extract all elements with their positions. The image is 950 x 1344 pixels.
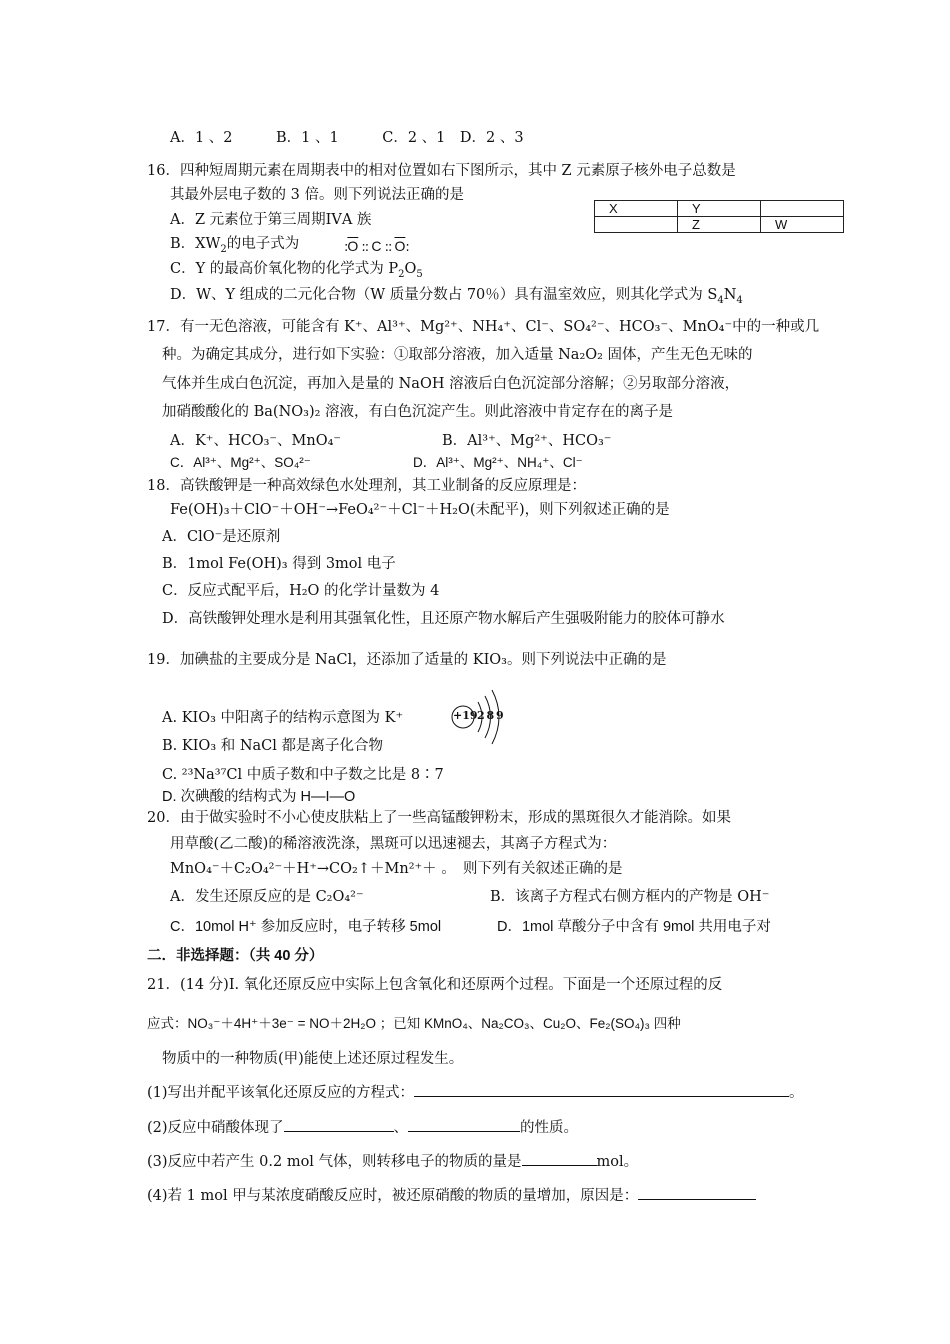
q17-line-4: 加硝酸酸化的 Ba(NO₃)₂ 溶液，有白色沉淀产生。则此溶液中肯定存在的离子是 <box>162 404 674 420</box>
q17-option-b: B．Al³⁺、Mg²⁺、HCO₃⁻ <box>442 433 612 449</box>
q16-option-c-prefix: C．Y 的最高价氧化物的化学式为 P <box>170 261 399 277</box>
q19-option-c: C. ²³Na³⁷Cl 中质子数和中子数之比是 8∶7 <box>162 767 444 783</box>
electron-formula-o2: $\overline{O}$ <box>394 238 406 254</box>
electron-formula: $:\overline{O}$ :: C :: $\overline{O}$: <box>344 238 409 255</box>
q18-option-d: D．高铁酸钾处理水是利用其强氧化性，且还原产物水解后产生强吸附能力的胶体可静水 <box>162 611 725 627</box>
q16-option-d <box>170 285 743 311</box>
q20-option-c: C．10mol H⁺ 参加反应时，电子转移 5mol <box>170 919 442 935</box>
atom-structure-diagram <box>450 684 510 746</box>
atom-nucleus-label: +19 <box>453 709 478 722</box>
q21-sub-4 <box>147 1185 756 1206</box>
q19-option-b: B. KIO₃ 和 NaCl 都是离子化合物 <box>162 738 384 754</box>
grid-cell-z: Z <box>678 217 761 233</box>
q21-sub-3-end: mol。 <box>596 1154 639 1170</box>
q16-option-c-sub2: 5 <box>416 268 423 280</box>
q17-line-2: 种。为确定其成分，进行如下实验：①取部分溶液，加入适量 Na₂O₂ 固体，产生无色无味的 <box>162 347 753 363</box>
q16-option-c-o: O <box>404 261 417 277</box>
q21-sub-2-text: (2)反应中硝酸体现了 <box>147 1120 284 1136</box>
q19-stem: 19．加碘盐的主要成分是 NaCl，还添加了适量的 KIO₃。则下列说法中正确的是 <box>147 652 667 668</box>
q21-sub-2-end: 的性质。 <box>520 1120 579 1136</box>
q20-option-b: B．该离子方程式右侧方框内的产物是 OH⁻ <box>490 889 770 905</box>
q17-line-3: 气体并生成白色沉淀，再加入是量的 NaOH 溶液后白色沉淀部分溶解；②另取部分溶液， <box>162 376 740 392</box>
q20-line-1: 20．由于做实验时不小心使皮肤粘上了一些高锰酸钾粉末，形成的黑斑很久才能消除。如果 <box>147 810 731 826</box>
q17-option-d: D．Al³⁺、Mg²⁺、NH₄⁺、Cl⁻ <box>413 455 583 470</box>
q16-option-d-sub1: 4 <box>717 294 724 306</box>
q17-option-a: A．K⁺、HCO₃⁻、MnO₄⁻ <box>170 433 342 449</box>
q21-line-1: 21．(14 分)Ⅰ. 氧化还原反应中实际上包含氧化和还原两个过程。下面是一个还原过程的反 <box>147 977 723 993</box>
periodic-table-grid <box>594 200 844 233</box>
q19-option-d: D. 次碘酸的结构式为 H—I—O <box>162 789 356 805</box>
q16-option-a: A．Z 元素位于第三周期ⅠⅤA 族 <box>170 212 372 228</box>
q16-stem-1: 16．四种短周期元素在周期表中的相对位置如右下图所示，其中 Z 元素原子核外电子总数是 <box>147 163 736 179</box>
q17-line-1: 17．有一无色溶液，可能含有 K⁺、Al³⁺、Mg²⁺、NH₄⁺、Cl⁻、SO₄²⁻、HCO₃⁻、MnO₄⁻中的一种或几 <box>147 319 820 335</box>
answer-blank-2b[interactable] <box>408 1117 520 1132</box>
q16-option-d-n: N <box>723 287 737 303</box>
electron-formula-c: C <box>371 238 382 254</box>
q16-option-b-prefix: B．XW <box>170 236 221 252</box>
q21-line-2: 应式：NO₃⁻＋4H⁺＋3e⁻ = NO＋2H₂O ；已知 KMnO₄、Na₂CO₃、Cu₂O、Fe₂(SO₄)₃ 四种 <box>147 1016 681 1031</box>
electron-formula-o1: $\overline{O}$ <box>347 238 359 254</box>
q18-equation: Fe(OH)₃＋ClO⁻＋OH⁻→FeO₄²⁻＋Cl⁻＋H₂O(未配平)，则下列叙述正确的是 <box>170 502 670 518</box>
q21-sub-4-text: (4)若 1 mol 甲与某浓度硝酸反应时，被还原硝酸的物质的量增加，原因是： <box>147 1188 639 1204</box>
q16-option-b <box>170 234 299 260</box>
q16-stem-2: 其最外层电子数的 3 倍。则下列说法正确的是 <box>170 187 464 203</box>
q18-option-c: C．反应式配平后，H₂O 的化学计量数为 4 <box>162 583 440 599</box>
q21-sub-3 <box>147 1151 638 1172</box>
q21-sub-1-text: (1)写出并配平该氧化还原反应的方程式： <box>147 1085 415 1101</box>
q21-sub-3-text: (3)反应中若产生 0.2 mol 气体，则转移电子的物质的量是 <box>147 1154 522 1170</box>
q18-stem: 18．高铁酸钾是一种高效绿色水处理剂，其工业制备的反应原理是： <box>147 478 586 494</box>
answer-blank-2a[interactable] <box>284 1117 394 1132</box>
answer-blank-1[interactable] <box>414 1082 789 1097</box>
q20-option-d: D．1mol 草酸分子中含有 9mol 共用电子对 <box>497 919 771 935</box>
q16-option-b-sub: 2 <box>220 243 227 255</box>
q16-option-d-sub2: 4 <box>736 294 743 306</box>
grid-cell-empty-1 <box>761 201 844 217</box>
q20-line-3: MnO₄⁻＋C₂O₄²⁻＋H⁺→CO₂↑＋Mn²⁺＋ 。 则下列有关叙述正确的是 <box>170 861 623 877</box>
q18-option-b: B．1mol Fe(OH)₃ 得到 3mol 电子 <box>162 556 396 572</box>
grid-cell-w: W <box>761 217 844 233</box>
q16-option-b-suffix: 的电子式为 <box>226 236 300 252</box>
q16-option-d-prefix: D．W、Y 组成的二元化合物（W 质量分数占 70％）具有温室效应，则其化学式为 S <box>170 287 718 303</box>
q21-line-3: 物质中的一种物质(甲)能使上述还原过程发生。 <box>162 1051 464 1067</box>
grid-cell-y: Y <box>678 201 761 217</box>
section-2-heading: 二．非选择题：（共 40 分） <box>147 948 324 964</box>
answer-blank-4[interactable] <box>638 1185 756 1200</box>
q18-option-a: A．ClO⁻是还原剂 <box>162 529 281 545</box>
q21-sub-2-sep: 、 <box>393 1120 409 1136</box>
q20-line-2: 用草酸(乙二酸)的稀溶液洗涤，黑斑可以迅速褪去，其离子方程式为： <box>170 836 617 852</box>
q17-option-c: C．Al³⁺、Mg²⁺、SO₄²⁻ <box>170 455 311 470</box>
q15-options: A．1 、2 B．1 、1 C．2 、1 D．2 、3 <box>170 130 524 146</box>
grid-cell-x: X <box>595 201 678 217</box>
atom-shell-electrons: 2 8 9 <box>477 709 503 722</box>
q21-sub-2 <box>147 1117 578 1138</box>
q20-option-a: A．发生还原反应的是 C₂O₄²⁻ <box>170 889 364 905</box>
q16-option-c-sub1: 2 <box>398 268 405 280</box>
q21-sub-1-end: 。 <box>789 1085 804 1101</box>
q16-option-c <box>170 259 423 285</box>
answer-blank-3[interactable] <box>522 1151 597 1166</box>
grid-cell-empty-2 <box>595 217 678 233</box>
q21-sub-1 <box>147 1082 804 1103</box>
q19-option-a: A. KIO₃ 中阳离子的结构示意图为 K⁺ <box>162 710 404 726</box>
